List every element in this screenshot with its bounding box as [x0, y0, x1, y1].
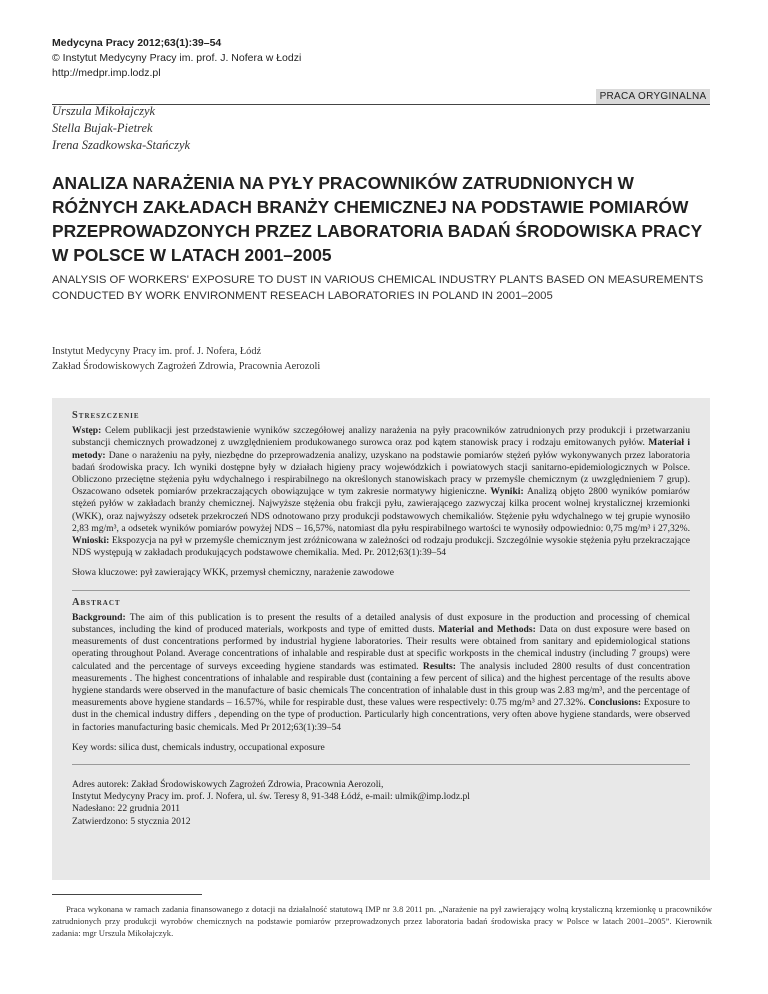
- text-methods: Data on dust exposure were based on measurements of dust concentrations performed by industrial hygiene laboratories. Their results were obtained from sanitary and epidemiological stations operating throughout Poland. Average concentrations of inhalable and respirable dust at specific workposts in the chemical industry (including 7 groups) were calculated and the percentage of surveys exceeding hygiene standards was estimated.: [72, 624, 690, 672]
- keywords-pl: Słowa kluczowe: pył zawierający WKK, przemysł chemiczny, narażenie zawodowe: [72, 567, 395, 579]
- text-results: The analysis included 2800 results of dust concentration measurements . The highest concentrations of inhalable and respirable dust (containing a few percent of silica) and the highest percentage of the results above hygiene standards were observed in the manufacture of basic chemicals The concentration of inhalable dust in this group was 2.83 mg/m³, and the percentage of measurements above hygiene standards – 16.57%, while for respirable dust, these values were respectively: 0.75 mg/m³ and 27.32%.: [72, 660, 690, 709]
- footnote-rule: [52, 894, 202, 895]
- streszczenie-heading: Streszczenie: [72, 410, 140, 421]
- author-name: Irena Szadkowska-Stańczyk: [52, 138, 191, 152]
- abstract-divider: [72, 590, 690, 591]
- journal-citation: Medycyna Pracy 2012;63(1):39–54: [52, 37, 222, 49]
- text-wnioski: Ekspozycja na pył w przemyśle chemicznym jest zróżnicowana w zależności od rodzaju produkcji. Szczególnie wysokie stężenia pyłu przekraczające NDS występują w zakładach produkujących podstawowe chemikalia. Med. Pr. 2012;63(1):39–54: [72, 535, 690, 559]
- address-line: Instytut Medycyny Pracy im. prof. J. Nofera, ul. św. Teresy 8, 91-348 Łódź, e-mail: ulmik@imp.lodz.pl: [72, 791, 470, 803]
- label-results: Results:: [418, 660, 456, 672]
- article-title-pl: ANALIZA NARAŻENIA NA PYŁY PRACOWNIKÓW ZATRUDNIONYCH W RÓŻNYCH ZAKŁADACH BRANŻY CHEMICZNEJ NA PODSTAWIE POMIARÓW PRZEPROWADZONYCH PRZEZ LABORATORIA BADAŃ ŚRODOWISKA PRACY W POLSCE W LATACH 2001–2005: [52, 173, 702, 265]
- abstract-box: [52, 398, 710, 880]
- label-background: Background:: [72, 611, 126, 623]
- accepted-date: Zatwierdzono: 5 stycznia 2012: [72, 815, 191, 827]
- label-wyniki: Wyniki:: [486, 486, 524, 498]
- affiliation-line: Zakład Środowiskowych Zagrożeń Zdrowia, Pracownia Aerozoli: [52, 361, 321, 372]
- journal-header: [52, 36, 301, 81]
- label-methods: Material and Methods:: [434, 624, 536, 636]
- text-wstep: Celem publikacji jest przedstawienie wyników szczegółowej analizy narażenia na pyły pracowników zatrudnionych przy produkcji i przetwarzaniu substancji chemicznych prowadzonej z uwzględnieniem produkowanego surowca oraz pod kątem stanowisk pracy i rodzaju emitowanych pyłów.: [72, 425, 690, 449]
- affiliation-line: Instytut Medycyny Pracy im. prof. J. Nofera, Łódź: [52, 346, 262, 357]
- abstract-text: [72, 612, 690, 734]
- text-background: The aim of this publication is to present the results of a detailed analysis of dust exposure in the production and processing of chemical substances, including the kind of produced materials, workposts and type of emitted dusts.: [72, 611, 690, 636]
- label-wstep: Wstęp:: [72, 425, 102, 437]
- affiliation: [52, 344, 320, 374]
- streszczenie-text: [72, 425, 690, 559]
- journal-url[interactable]: http://medpr.imp.lodz.pl: [52, 67, 161, 79]
- label-conclusions: Conclusions:: [585, 697, 642, 709]
- abstract-heading: Abstract: [72, 596, 121, 608]
- article-title-en: ANALYSIS OF WORKERS' EXPOSURE TO DUST IN VARIOUS CHEMICAL INDUSTRY PLANTS BASED ON MEASUREMENTS CONDUCTED BY WORK ENVIRONMENT RESEACH LABORATORIES IN POLAND IN 2001–2005: [52, 274, 704, 302]
- article-type-tag: PRACA ORYGINALNA: [596, 89, 710, 105]
- copyright-line: © Instytut Medycyny Pracy im. prof. J. Nofera w Łodzi: [52, 52, 302, 64]
- author-name: Stella Bujak-Pietrek: [52, 121, 153, 135]
- author-list: [52, 103, 190, 154]
- author-name: Urszula Mikołajczyk: [52, 104, 156, 118]
- submitted-date: Nadesłano: 22 grudnia 2011: [72, 803, 181, 815]
- label-material: Materiał i metody:: [72, 437, 690, 461]
- text-wyniki: Analizą objęto 2800 wyników pomiarów stężeń pyłów w zakładach branży chemicznej. Najwyższe stężenia obu frakcji pyłu, zawierającego zazwyczaj kilka procent wolnej krystalicznej krzemionki (WKK), oraz najwyższy odsetek przekroczeń NDS odnotowano przy produkcji podstawowych chemikaliów. Stężenie pyłu wdychalnego w tej grupie wynosiło 2,83 mg/m³, a odsetek wyników pomiarów powyżej NDS – 16,57%, natomiast dla pyłu respirabilnego wartości te wynosiły odpowiednio: 0,75 mg/m³ i 27,32%.: [72, 486, 690, 534]
- label-wnioski: Wnioski:: [72, 535, 110, 547]
- text-material: Dane o narażeniu na pyły, niezbędne do przeprowadzenia analizy, uzyskano na podstawie pomiarów stężeń pyłów wykonywanych przez laboratoria badań środowiska pracy. Ich wyniki dostępne były w działach higieny pracy wojewódzkich i powiatowych stacji sanitarno-epidemiologicznych w Polsce. Obliczono przeciętne stężenia pyłu wdychalnego i respirabilnego na określonych stanowiskach pracy w przemyśle chemicznym (z uwzględnieniem 7 grup). Oszacowano odsetek pomiarów przekraczających obowiązujące w tym zakresie normatywy higieniczne.: [72, 449, 690, 498]
- funding-footnote: Praca wykonana w ramach zadania finansowanego z dotacji na działalność statutową IMP nr 3.8 2011 pn. „Narażenie na pył zawierający wolną krystaliczną krzemionkę u pracowników zatrudnionych przy produkcji wyrobów chemicznych na podstawie pomiarów przeprowadzonych przez laboratoria badań środowiska pracy w Polsce w latach 2001–2005”. Kierownik zadania: mgr Urszula Mikołajczyk.: [52, 904, 712, 938]
- address-line: Adres autorek: Zakład Środowiskowych Zagrożeń Zdrowia, Pracownia Aerozoli,: [72, 779, 384, 791]
- keywords-en: Key words: silica dust, chemicals industry, occupational exposure: [72, 741, 325, 753]
- address-divider: [72, 764, 690, 765]
- text-conclusions: Exposure to dust in the chemical industry differs , depending on the type of production. Particularly high concentrations, very often above hygiene standards, were observed in factories manufacturing basic chemicals. Med Pr 2012;63(1):39–54: [72, 697, 690, 733]
- correspondence-address: [72, 779, 690, 828]
